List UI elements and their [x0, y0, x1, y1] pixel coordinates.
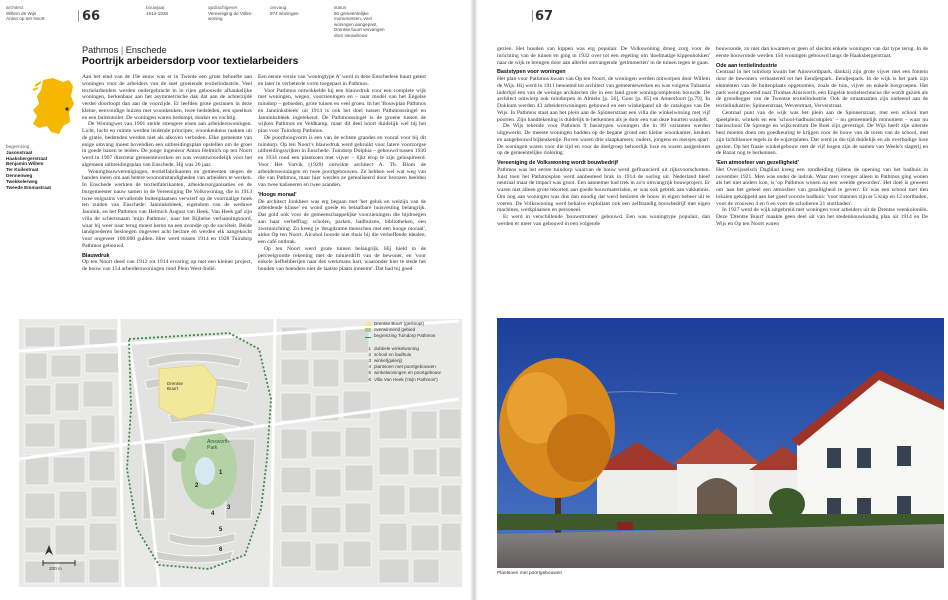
legend-label: overwinnend gebied: [374, 327, 416, 333]
wadden-islands: [33, 82, 41, 90]
boundary-street: Twekkelerweg: [6, 178, 38, 184]
page-number: 66: [82, 9, 101, 24]
paragraph: De Wijs tekende voor Pathmos 9 basistypen woningen die in 89 varianten werden uitgewerkt. De meeste woningen hadden op de begane grond een kleine woonkamer, keuken en aangebouwd bijkeukentje. Boven waren drie slaapkamers: ouders, jongens en meisjes apart. De woningen waren voor die tijd en voor de doelgroep behoorlijk luxe en waren aangesloten op de gemeentelijke riolering.: [497, 123, 710, 157]
marker-6: 6: [219, 547, 223, 553]
legend-label: Drentse Buurt (gesloopt): [374, 321, 425, 326]
paragraph: Centraal in het tuindorp kwam het Ainsworthpark, dankzij zijn grote vijver met een fontein door de bewoners verbastered tot het Eendjespark. Eendjespark. In de wijk is het park zijn elementen van de buitenplaats opgenomen, zoals de tuin, vijver en enkele bosgroepen. Het park werd genoemd naar Thomas Ainsworth, een Engelse textieltechnicus die wordt gezien als de grondlegger van de Twentse textielindustrie. Ook de straatnamen zijn ontleend aan de textielindustrie: Spinnerstraat, Weverstraat, Ververstraat.: [716, 69, 928, 109]
paragraph: bouwronde, zo niet dan kwamen er geen of slechts enkele woningen van dat type terug. In de eerste bouwronde werden 150 woningen gebouwd langs de Haaksbergerstraat.: [716, 46, 928, 59]
paragraph: Het plan voor Pathmos kwam van Op ten Noort, de woningen werden ontworpen door Willem de Wijs. Hij werd in 1911 benoemd tot architect van gemeentewerken en was volgens Tubantia inderhjd een van de weinige architecten die in een land grote woningcomplexen bouwde. De architect ontwierp ook tuindorpen in Almelo [p. 56], Goor [p. 65] en Amersfoort [p.79]. In Dokkum werden 43 arbeiderswoningen gebouwd en een winkelpand uit de catalogus van De Wijs. In Pathmos staat aan het plein aan de Spinnerstraat een villa die winkelwoning met vijf poorten. Zijn handtekening is duidelijk te herkennen als je door een van deze buurten wandelt.: [497, 76, 710, 123]
marker-5: 5: [219, 527, 223, 533]
drentse-buurt-area: [159, 365, 217, 419]
section-heading: Basistypen voor woningen: [497, 69, 566, 76]
boundary-street: Dennenweg: [6, 172, 33, 178]
label-drentse-buurt: Drentse Buurt: [167, 381, 184, 392]
legend-label: begrenzing Tuindorp Pathmos: [374, 333, 436, 339]
article-column-4: [716, 46, 928, 314]
article-column-1: [82, 74, 252, 314]
house-left: [597, 468, 677, 516]
paragraph: De poortboogvorm is een van de echtste grandes en vooral voor bij dit tuindorp. Op ten Noort's blauwdruk werd gebruikt voor latere voorzorgse uitbreidingswijken in Enschede. Tuindorp Dolphia – gebouwd tussen 1930 en 1934 rond een plantsoen met vijver – lijkt erop te zijn geïnspireerd. Voor Het Varvik (1929) ontwikte architect A. Th. Blom de arbeiderswoningen en twee poortgebouwen. Ze hebben wel wat weg van die van Pathmos, maar hier werden ze gerealiseerd door bronzen beelden van twee kaliseeren en twee aranden.: [258, 134, 426, 188]
map-legend: [365, 321, 465, 383]
photo-illustration: [497, 318, 944, 568]
marker-1: 1: [219, 470, 223, 476]
netherlands-shape: [33, 78, 74, 134]
meta-label: opdrachtgever: [208, 5, 238, 10]
boundary-info: [6, 144, 80, 190]
boundary-street: Benjamin Willem: [6, 161, 44, 167]
section-heading: 'Hooge moraal': [258, 191, 297, 198]
article-kicker: [82, 45, 167, 55]
netherlands-locator-map: [29, 76, 75, 136]
paragraph: Pathmos was het eerste tuindorp waarvan de bouw werd gefinancierd uit rijksvoorschotten. Juist toen het Pathmosplan werd aanbesteed brak in 1914 de oorlog uit. Nederland bleef neutraal maar de impact was groot. Een aannemer had trek in zo'n omvangrijk bouwproject. Er waren niet alleen grote tekorten aan goede bouwmaterialen, er was ook gebrek aan vakkennis. Om nog aan woningen was dus dan noodig dat werd besloten de bouw in eigen beheer uit te voeren. De Volkswoning werd behalve exploitant ook een zelfstandig bouwbedrijf met eigen machines, werkplaatsen en personeel.: [497, 166, 710, 214]
meta-value: 50 gemeentelijke monumenten, veel woningen aangepast, Drentse buurt vervangen door nieuwbouw: [334, 10, 385, 38]
boundary-street: Jasonstraat: [6, 149, 33, 155]
paragraph: Op ten Noort werd grote tuinen belangrijk. Hij hield in de perceelgrootte rekening met de tuinierdrift van de bewoner, en 'voor enkele liefhebberijen naar des werkmans hart, waaronder hier te stede het houden van hoenders niet de laatste plaats inneemt'. Dat had hij goed: [258, 245, 426, 272]
green-spot: [172, 448, 186, 462]
meta-status: [334, 5, 385, 39]
paragraph: De architect Jonkheer was erg begaan met 'het geluk en welzijn van de arbeidende klasse' en wond goede en betaalbare huisvesting belangrijk. Dat gold ook voor de gemeenschappelijke voorzieningen die bijdroegen aan haar verheffing: scholen, parken, badhuizen, bibliotheken, een zwemnichting. Zo kreeg je 'deugdzame menschen met een hooge moraal', aldus Op ten Noort. Alcohol hoorde niet thuis bij die verheffende idealen, een café ontbrak.: [258, 198, 426, 245]
paragraph: Centraal punt van de wijk was het plein aan de Spinnerstraat, met een school met speelplein, winkels en een 'school-badhuiscomplex' – nu gemeentelijk monument – waar nu basisschool De Sprenge en wijkcentrum De Boei zijn gevestigd. De Wijs heeft zijn uiterste best moeten doen om goedkeuring te krijgen voor de bouw van de toren van de school, met zijn lichtblauwe tegels in de wijzerplaten. Dat werd in die tijd duidelijk en als overbodige luxe gezien. Op het fraaie winkelgebouw met de vijf bogen zijn de namen van Weele's slagerij en de Bazar nog te herkennen.: [716, 109, 928, 157]
meta-divider: [78, 10, 79, 22]
enschede-marker: [65, 107, 68, 110]
label-ainsworth-park: Ainsworth- Park: [207, 439, 231, 451]
boundary-street: Ter Kuilestraat: [6, 167, 39, 173]
book-gutter: [470, 0, 478, 600]
kicker-place: Pathmos: [82, 45, 119, 55]
photo-caption: Plantsoen met poortgebouwen: [497, 571, 563, 576]
shrub: [769, 488, 805, 520]
meta-value: 1914-1928: [146, 10, 168, 16]
legend-swatch: [365, 337, 371, 338]
paragraph: In 1927 werd de wijk uitgebreid met woningen voor arbeiders uit de Drentse veenkoloniën. Deze 'Drentse Buurt' maakte geen deel uit van het stedenbouwkundig plan uit 1914 en De Wijs en Op ten Noort waren: [716, 207, 928, 227]
paragraph: Aan het eind van de 19e eeuw was er in Twente een grote behoefte aan woningen voor de arbeiders van de snel groeiende textielindustrie. Veel textielarbeiders werden ondergebracht in in rijen gebouwde afhankelijke woningen, herkenbaar aan het asymmetrische dak dat aan de achterzijde verder doorloopt dan aan de voorzijde. Er leefden grote gezinnen in deze kleine, eenvoudige huizen met woonkeuken, twee bedsteden, een speelhok en een buitentoilet. De woningen waren bedompt, donker en vochtig.: [82, 74, 252, 121]
article-column-2: [258, 74, 426, 314]
meta-bouwjaar: [146, 5, 168, 16]
article-title: Poortrijk arbeidersdorp voor textielarbeiders: [82, 56, 299, 67]
section-heading: Ode aan textielindustrie: [716, 62, 778, 69]
marker-2: 2: [195, 483, 199, 489]
meta-strip-left: [0, 5, 474, 47]
legend-swatch: [365, 328, 371, 332]
paragraph: Een eerste versie van 'woningtype A' werd in deze Enschedese buurt getest en later in verbeterde vorm toegepast in Pathmos.: [258, 74, 426, 87]
section-heading: Vereeniging de Volkswoning wordt bouwbedrijf: [497, 160, 618, 166]
paragraph: Voor Pathmos ontwikkelde hij een blauwdruk voor een complete wijk met woningen, wegen, voorzieningen en – naar model van het Engelse tuindorp – gebieden, grote tuinen en veel groen. In het 'Bouwplan Pathmos en Janninksbleek' uit 1914 is ook het doel tussen Pathmosssingel en Janninksbleek ingetekend. De Pathmosssingel is de groene tussen de wijken Pathmos en Veldkamp, maar dit deel hoort duidelijk wel bij het plan voor Tuindorp Pathmos.: [258, 87, 426, 134]
paragraph: Op ten Noort deed van 1912 tot 1914 ervaring op met een kleiner project, de bouw van 154 arbeiderswoningen rond Plein West-Indië.: [82, 259, 252, 272]
section-heading: Blauwdruk: [82, 252, 110, 259]
legend-numbered-item: 4 plantsoen met poortgebouwen: [368, 364, 436, 370]
kicker-city: Enschede: [125, 45, 167, 55]
meta-label: omvang: [270, 5, 287, 10]
legend-numbered-item: 5 winkelwoningen en poortgebouw: [368, 370, 441, 376]
right-page: [474, 0, 948, 600]
street-photo: [497, 318, 944, 568]
paragraph: gezien. Het houden van kippen was erg populair. De Volkswoning droeg zorg voor de inrichting van de tuinen en ging in 1932 over tot een regeling om 'doelmatige kippenhokken' naar de wijk te brengen door aan allerlei ontvangende 'getimmerten' in de tuinen tegen te gaan.: [497, 46, 710, 66]
meta-architect: [6, 5, 45, 22]
kicker-separator: |: [120, 45, 124, 55]
gate-arch: [697, 478, 737, 516]
meta-divider: [532, 10, 533, 22]
meta-label: bouwjaar: [146, 5, 165, 10]
parked-car: [617, 522, 633, 530]
meta-value: Willem de Wijs Anton op ten Noort: [6, 10, 45, 22]
boundary-label: begrenzing: [6, 144, 30, 149]
boundary-street: Tweede Emmastraat: [6, 184, 51, 190]
legend-numbered-item: 3 winkel(galerij): [368, 358, 403, 364]
legend-numbered-item: 1 dubbele winkelwoning: [368, 345, 419, 351]
paragraph: Er werd in verschillende 'bouwstromen' gebouwd. Een was woningtype populair, dan werden er meer van gebouwd in een volgende: [497, 214, 710, 227]
meta-label: status: [334, 5, 347, 10]
boundary-street: Haaksbergerstraat: [6, 155, 48, 161]
scale-label: 200 m: [49, 566, 62, 571]
meta-label: architect: [6, 5, 24, 10]
paragraph: De Woningwet van 1901 stelde strengere eisen aan arbeiderswoningen. Licht, lucht en ruimte werden leidende principes; woonkeukens raakten uit de gratie, bedsteden werden niet als alkoven verboden. Elke gemeente van enige omvang moest bovendien een uitbreidingsplan opstellen om de groei in goede banen te leiden. De jonge ingenieur Anton Helmich op ten Noort werd in 1907 directeur gemeentewerken en was verantwoordelijk voor het algemeen uitbreidingsplan van Enschede. Hij was 26 jaar.: [82, 121, 252, 168]
section-heading: 'Een atmosfeer van gezelligheid': [716, 160, 799, 166]
legend-numbered-item: 2 school en badhuis: [368, 351, 412, 357]
marker-3: 3: [227, 505, 231, 511]
meta-opdrachtgever: [208, 5, 252, 22]
legend-swatch: [365, 322, 371, 326]
paragraph: Het Overijsselsch Dagblad kreeg een rondleiding tijdens de opening van het badhuis in november 1921. Men was onder de indruk. Waar men vroeger alleen in Pathmos ging wonen als het niet anders kon, is 'op Pathmos wonen nu een weelde geworden'. Het doel is geweest om 'aan het geheel een atmosfeer van gezelligheid te geven'. Er was een school met tien lokalen gekoppeld aan het goed voorzie badhuis: 'voor mannen zijn er 5 kuip en 12 stortbaden, voor de vrouwen 4 en 6 en voor de scholieren 21 stortbaden'.: [716, 166, 928, 207]
page-number: 67: [535, 9, 554, 24]
meta-value: 974 woningen: [270, 10, 299, 16]
legend-numbered-item: 6 Villa Van Heek ('mijn Pathmos'): [368, 376, 438, 382]
meta-omvang: [270, 5, 299, 16]
article-column-3: [497, 46, 710, 314]
park-pond: [195, 457, 215, 485]
meta-value: Vereeniging de Volks- woning: [208, 10, 253, 22]
marker-4: 4: [211, 511, 215, 517]
paragraph: Woningbouwverenigingen, textielfabrikanten en gemeenten stegen de handen ineen om aan betere woonomstandigheden van arbeiders te werken. In Enschede werkten de textielfabrikanten, arbeidersorganisaties en de burgemeester nauw samen in de Vereeniging De Volkswoning, die in 1913 twee enigszins vervallende buitenplaatsen verwierf op de voormalige hoek ten zuiden van Enschede: Janninksbleek, eigendom van de weduwe Jannink, en het Pathmos van Helmich August van Heek. Van Heek gaf zijn villa de schertsnaam 'mijn Pathmos', naar het Bijbelse verbanningsoord, waar hij weer naar terug moest keren na een avondje op de sociëteit. Beide landgoederen besloegen ongeveer acht hectare en werden elk aangekocht voor ongeveer 100.000 gulden. Hier werd tussen 1914 en 1928 Tuindorp Pathmos gebouwd.: [82, 168, 252, 249]
